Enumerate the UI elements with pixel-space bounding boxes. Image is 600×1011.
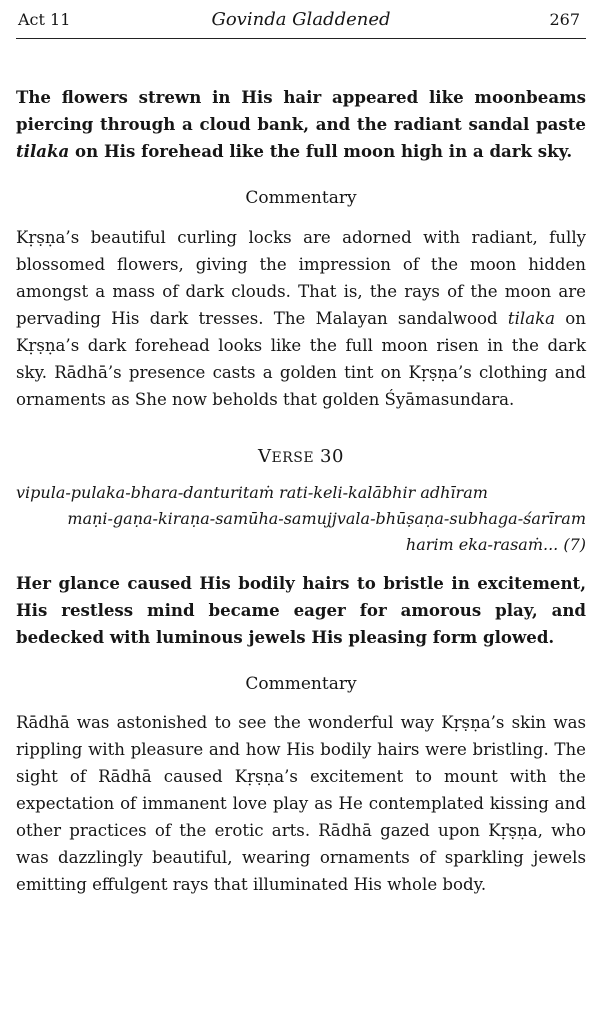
- verse-30-heading: [16, 446, 586, 467]
- verse-29-commentary-text-2: on Kṛṣṇa’s dark forehead looks like the full moon risen in the dark sky. Rādhā’s presence casts a golden tint on Kṛṣṇa’s clothing and ornaments as She now beholds that golden Śyāmasundara.: [16, 309, 586, 409]
- act-label: Act 11: [18, 10, 71, 29]
- verse-heading-initial: V: [258, 446, 272, 467]
- sanskrit-line-3: harim eka-rasaṁ... (7): [405, 535, 586, 554]
- verse-heading-rest: ERSE: [271, 450, 315, 466]
- running-header: [16, 0, 586, 39]
- sanskrit-verse: [16, 480, 586, 558]
- verse-29-translation-italic: tilaka: [16, 141, 70, 161]
- verse-29-translation-text-2: on His forehead like the full moon high in a dark sky.: [69, 141, 573, 161]
- verse-30-translation: Her glance caused His bodily hairs to bristle in excitement, His restless mind became eager for amorous play, and bedecked with luminous jewels His pleasing form glowed.: [16, 573, 586, 647]
- verse-29-commentary-italic: tilaka: [507, 309, 556, 328]
- verse-30-commentary: Rādhā was astonished to see the wonderful way Kṛṣṇa’s skin was rippling with pleasure and how His bodily hairs were bristling. The sight of Rādhā caused Kṛṣṇa’s excitement to mount with the expectation of immanent love play as He contemplated kissing and other practices of the erotic arts. Rādhā gazed upon Kṛṣṇa, who was dazzlingly beautiful, wearing ornaments of sparkling jewels emitting effulgent rays that illuminated His whole body.: [16, 713, 586, 894]
- verse-heading-number: 30: [320, 446, 344, 467]
- commentary-heading-1: Commentary: [245, 188, 357, 208]
- verse-29-translation: [16, 84, 586, 165]
- verse-29-translation-text-1: The flowers strewn in His hair appeared like moonbeams piercing through a cloud bank, and the radiant sandal paste: [16, 87, 586, 134]
- page-number: 267: [549, 10, 580, 29]
- sanskrit-line-1: vipula-pulaka-bhara-danturitaṁ rati-keli-kalābhir adhīram: [16, 483, 488, 502]
- verse-29-commentary: [16, 224, 586, 413]
- sanskrit-line-2: maṇi-gaṇa-kiraṇa-samūha-samujjvala-bhūṣaṇa-subhaga-śarīram: [67, 509, 586, 528]
- commentary-heading-2: Commentary: [245, 674, 357, 694]
- verse-29-commentary-text-1: Kṛṣṇa’s beautiful curling locks are adorned with radiant, fully blossomed flowers, giving the impression of the moon hidden amongst a mass of dark clouds. That is, the rays of the moon are pervading His dark tresses. The Malayan sandalwood: [16, 228, 586, 328]
- chapter-title: Govinda Gladdened: [211, 9, 391, 30]
